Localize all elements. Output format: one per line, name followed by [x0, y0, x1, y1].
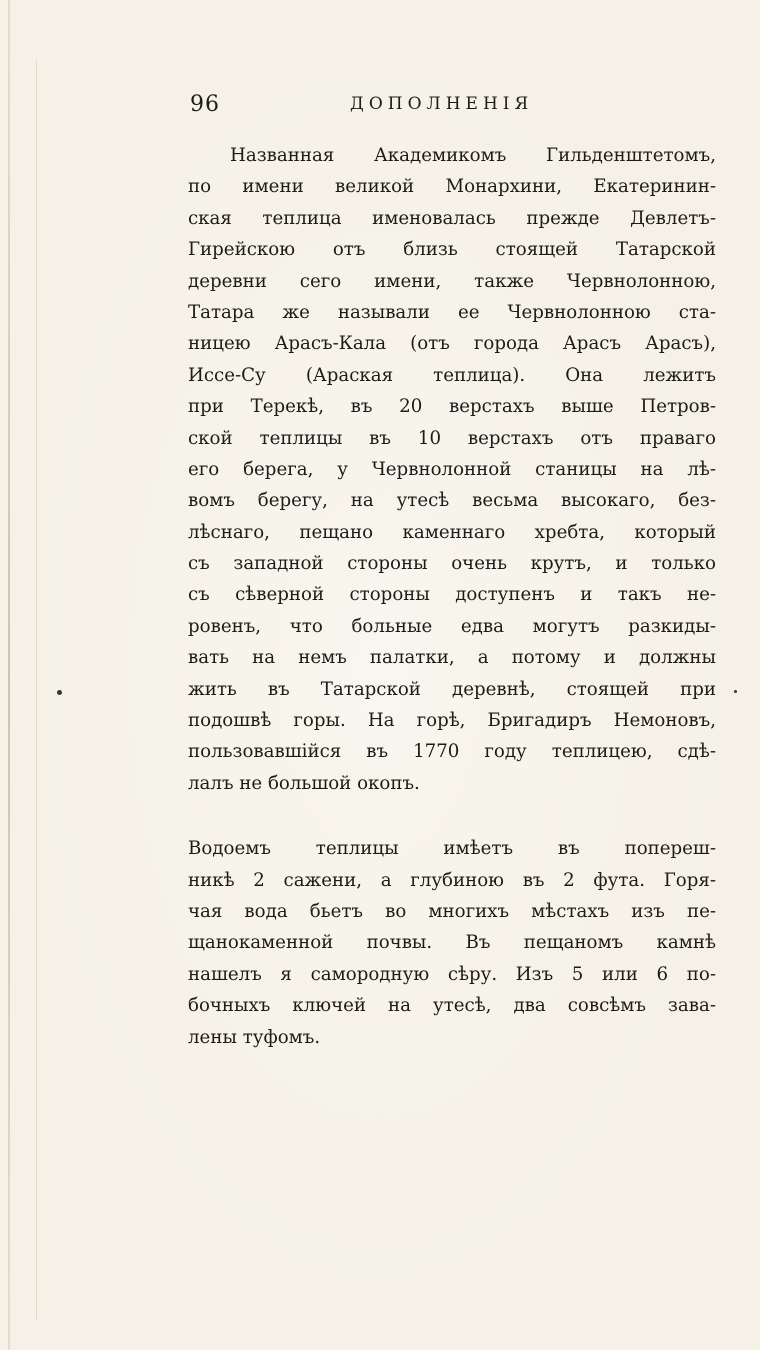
text-line: Гирейскою отъ близь стоящей Татарской: [188, 239, 716, 261]
text-line: пользовавшійся въ 1770 году теплицею, сдѣ-: [188, 741, 716, 763]
text-line: при Терекѣ, въ 20 верстахъ выше Петров-: [188, 396, 716, 418]
text-line: ской теплицы въ 10 верстахъ отъ праваго: [188, 427, 716, 449]
text-line: деревни сего имени, также Червнолонною,: [188, 270, 716, 292]
page-fold-shadow: [8, 0, 10, 1350]
text-line: ская теплица именовалась прежде Девлетъ-: [188, 207, 716, 229]
text-line: по имени великой Монархини, Екатеринин-: [188, 176, 716, 198]
text-line: лѣснаго, пещано каменнаго хребта, который: [188, 521, 716, 543]
running-head: ДОПОЛНЕНІЯ: [350, 94, 534, 114]
text-line: Иссе-Су (Араская теплица). Она лежитъ: [188, 364, 716, 386]
text-line: ровенъ, что больные едва могутъ разкиды-: [188, 615, 716, 637]
paragraph-gap: [188, 799, 716, 833]
text-line: его берега, у Червнолонной станицы на лѣ-: [188, 458, 716, 480]
text-line: Водоемъ теплицы имѣетъ въ попереш-: [188, 838, 716, 860]
text-line: чая вода бьетъ во многихъ мѣстахъ изъ пе-: [188, 900, 716, 922]
text-line: жить въ Татарской деревнѣ, стоящей при: [188, 678, 716, 700]
text-line: никѣ 2 сажени, а глубиною въ 2 фута. Горя-: [188, 869, 716, 891]
text-line: Названная Академикомъ Гильденштетомъ,: [230, 145, 716, 166]
text-line: съ западной стороны очень крутъ, и только: [188, 553, 716, 575]
text-line: вомъ берегу, на утесѣ весьма высокаго, без-: [188, 490, 716, 512]
text-line: щанокаменной почвы. Въ пещаномъ камнѣ: [188, 932, 716, 954]
body-text: [188, 140, 716, 1053]
text-line: лалъ не большой окопъ.: [188, 772, 420, 794]
ink-spot: [57, 690, 62, 695]
paragraph-2: [188, 833, 716, 1053]
text-line: нашелъ я самородную сѣру. Изъ 5 или 6 по-: [188, 963, 716, 985]
text-line: бочныхъ ключей на утесѣ, два совсѣмъ зава-: [188, 995, 716, 1017]
text-line: вать на немъ палатки, а потому и должны: [188, 647, 716, 669]
page-crease: [36, 60, 37, 1320]
text-line: Татара же называли ее Червнолонною ста-: [188, 301, 716, 323]
text-line: ницею Арасъ-Кала (отъ города Арасъ Арасъ),: [188, 333, 716, 355]
ink-spot: [734, 690, 737, 693]
page-header: [190, 92, 610, 122]
paragraph-1: [188, 140, 716, 799]
page-number: 96: [190, 92, 220, 117]
text-line: лены туфомъ.: [188, 1026, 321, 1048]
text-line: подошвѣ горы. На горѣ, Бригадиръ Немоновъ,: [188, 710, 716, 732]
text-line: съ сѣверной стороны доступенъ и такъ не-: [188, 584, 716, 606]
